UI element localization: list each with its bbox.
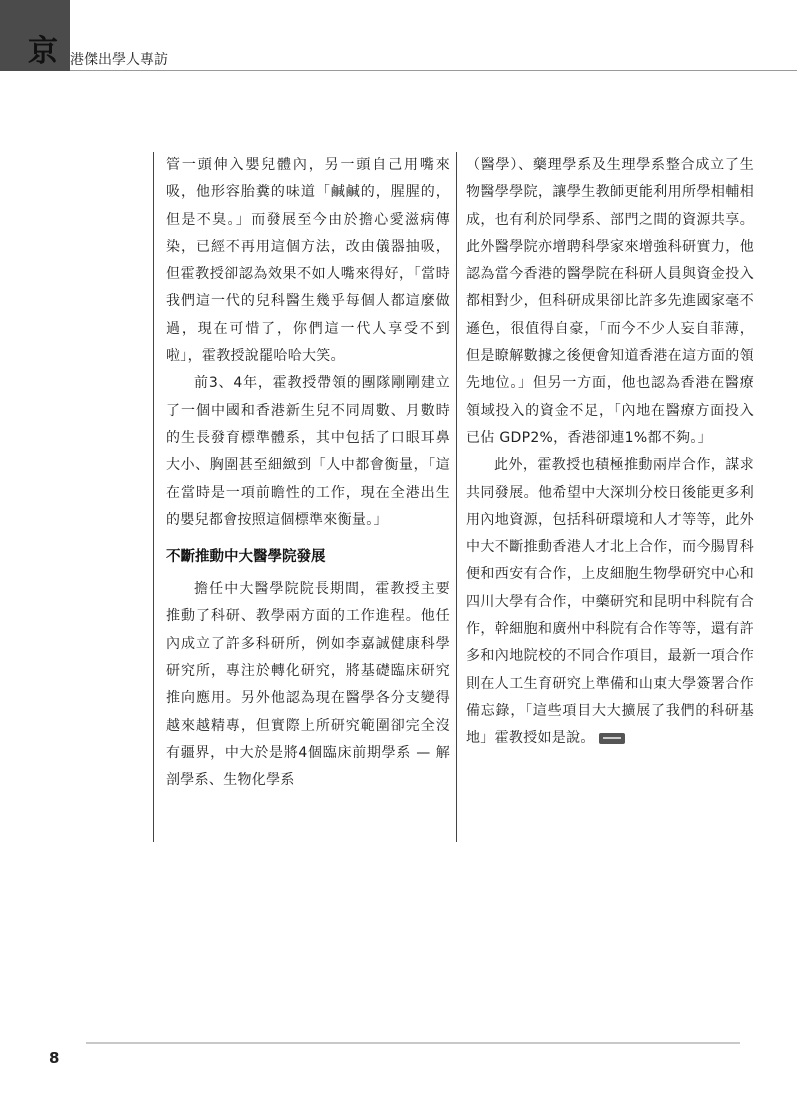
left-paragraph-1: 管一頭伸入嬰兒體內，另一頭自己用嘴來吸，他形容胎糞的味道「鹹鹹的，腥腥的，但是不臭。」而發展至今由於擔心愛滋病傳染，已經不再用這個方法，改由儀器抽吸，但霍教授卻認為效果不如人嘴來得好，「當時我們這一代的兒科醫生幾乎每個人都這麼做過，現在可惜了，你們這一代人享受不到啦」，霍教授說罷哈哈大笑。 xyxy=(166,157,450,365)
end-mark-icon xyxy=(599,733,625,744)
header-glyph: 京 xyxy=(28,34,58,69)
header-title: 港傑出學人專訪 xyxy=(70,52,168,68)
column-divider xyxy=(456,152,457,842)
footer-rule xyxy=(86,1042,740,1044)
left-paragraph-2: 前3、4年，霍教授帶領的團隊剛剛建立了一個中國和香港新生兒不同周數、月數時的生長發育標準體系，其中包括了口眼耳鼻大小、胸圍甚至細緻到「人中都會衡量，「這在當時是一項前瞻性的工作，現在全港出生的嬰兒都會按照這個標準來衡量。」 xyxy=(166,375,450,528)
section-subheading: 不斷推動中大醫學院發展 xyxy=(166,549,326,566)
left-column-rule xyxy=(153,152,154,842)
right-column xyxy=(466,152,754,753)
left-column xyxy=(166,152,450,795)
right-paragraph-2-text: 此外，霍教授也積極推動兩岸合作，謀求共同發展。他希望中大深圳分校日後能更多利用內地資源，包括科研環境和人才等等，此外中大不斷推動香港人才北上合作，而今腸胃科便和西安有合作，上皮細胞生物學研究中心和四川大學有合作，中藥研究和昆明中科院有合作，幹細胞和廣州中科院有合作等等，還有許多和內地院校的不同合作項目，最新一項合作則在人工生育研究上準備和山東大學簽署合作備忘錄，「這些項目大大擴展了我們的科研基地」霍教授如是說。 xyxy=(466,457,754,747)
header-rule xyxy=(70,70,797,71)
right-paragraph-1: （醫學）、藥理學系及生理學系整合成立了生物醫學學院，讓學生教師更能利用所學相輔相成，也有利於同學系、部門之間的資源共享。此外醫學院亦增聘科學家來增強科研實力，他認為當今香港的醫學院在科研人員與資金投入都相對少，但科研成果卻比許多先進國家毫不遜色，很值得自豪，「而今不少人妄自菲薄，但是瞭解數據之後便會知道香港在這方面的領先地位。」但另一方面，他也認為香港在醫療領域投入的資金不足，「內地在醫療方面投入已佔 GDP2%，香港卻連1%都不夠。」 xyxy=(466,157,754,446)
page-number: 8 xyxy=(49,1049,60,1067)
right-paragraph-2 xyxy=(466,452,754,752)
left-paragraph-3: 擔任中大醫學院院長期間，霍教授主要推動了科研、教學兩方面的工作進程。他任內成立了許多科研所，例如李嘉誠健康科學研究所，專注於轉化研究，將基礎臨床研究推向應用。另外他認為現在醫學各分支變得越來越精專，但實際上所研究範圍卻完全沒有疆界，中大於是將4個臨床前期學系 — 解剖學系、生物化學系 xyxy=(166,581,450,789)
